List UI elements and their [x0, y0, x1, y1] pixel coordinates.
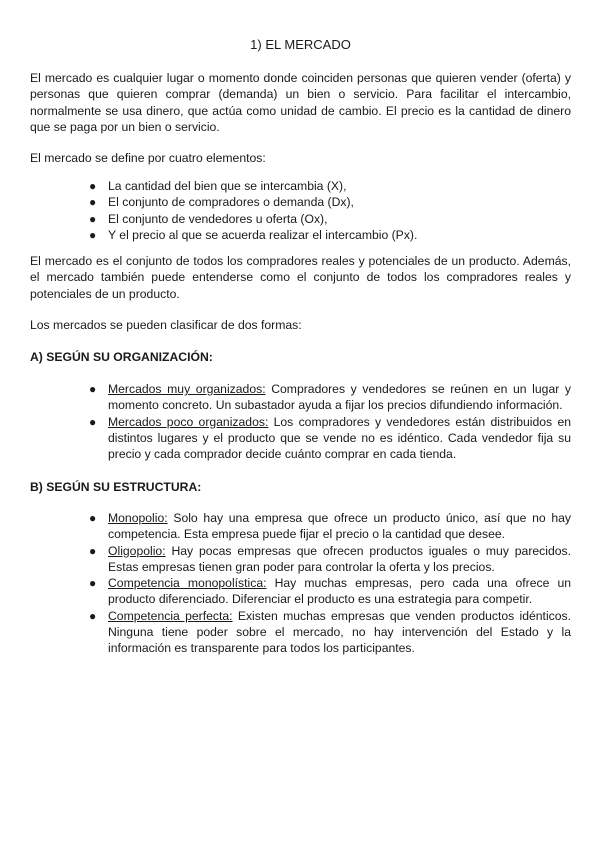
- section-b-list: [30, 510, 571, 657]
- bullet-icon: ●: [89, 227, 97, 242]
- list-item: ● El conjunto de vendedores u oferta (Ox),: [89, 211, 328, 226]
- list-item: ● Monopolio: Solo hay una empresa que ofrece un producto único, así que no hay competencia. Esta empresa puede fijar el precio o la cantidad que desee.: [89, 511, 571, 542]
- list-item: ● Oligopolio: Hay pocas empresas que ofrecen productos iguales o muy parecidos. Estas empresas tienen gran poder para controlar la oferta y los precios.: [89, 543, 571, 574]
- bullet-icon: ●: [89, 576, 97, 591]
- list-item: ● Y el precio al que se acuerda realizar el intercambio (Px).: [89, 227, 418, 242]
- bullet-icon: ●: [89, 195, 97, 210]
- term-label: Mercados muy organizados:: [108, 382, 266, 396]
- bullet-icon: ●: [89, 608, 97, 623]
- classification-intro: Los mercados se pueden clasificar de dos formas:: [30, 318, 302, 332]
- bullet-icon: ●: [89, 179, 97, 193]
- list-item: ● El conjunto de compradores o demanda (Dx),: [89, 195, 354, 210]
- section-a-heading: A) SEGÚN SU ORGANIZACIÓN:: [30, 350, 213, 364]
- definition-paragraph: El mercado es el conjunto de todos los compradores reales y potenciales de un producto. Además, el mercado también puede entenderse como el conjunto de todos los compradores reales y potenciales de un producto.: [30, 254, 571, 301]
- list-item: ● Competencia monopolística: Hay muchas empresas, pero cada una ofrece un producto diferenciado. Diferenciar el producto es una estrategia para competir.: [89, 576, 571, 607]
- bullet-icon: ●: [89, 511, 97, 525]
- bullet-icon: ●: [89, 543, 97, 558]
- section-a-list: [30, 381, 571, 462]
- bullet-icon: ●: [89, 414, 97, 429]
- page-title: 1) EL MERCADO: [250, 37, 351, 52]
- elements-list: [30, 178, 571, 243]
- bullet-icon: ●: [89, 211, 97, 226]
- elements-intro: El mercado se define por cuatro elementos:: [30, 151, 266, 165]
- list-item: ● Mercados poco organizados: Los compradores y vendedores están distribuidos en distintos lugares y el producto que se vende no es idéntico. Cada vendedor fija su precio y cada comprador decide cuánto comprar en cada tienda.: [89, 414, 572, 462]
- term-label: Mercados poco organizados:: [108, 414, 269, 429]
- intro-paragraph: El mercado es cualquier lugar o momento donde coinciden personas que quieren vender (oferta) y personas que quieren comprar (demanda) un bien o servicio. Para facilitar el intercambio, normalmente se usa dinero, que actúa como unidad de cambio. El precio es la cantidad de dinero que se paga por un bien o servicio.: [30, 71, 571, 134]
- bullet-icon: ●: [89, 382, 97, 396]
- term-label: Monopolio:: [108, 511, 168, 525]
- list-item: ● Competencia perfecta: Existen muchas empresas que venden productos idénticos. Ninguna tiene poder sobre el mercado, no hay intervención del Estado y la información es transparente para todos los participantes.: [89, 608, 572, 656]
- term-label: Competencia monopolística:: [108, 576, 267, 591]
- list-item: ● Mercados muy organizados: Compradores y vendedores se reúnen en un lugar y momento concreto. Un subastador ayuda a fijar los precios difundiendo información.: [89, 382, 572, 413]
- list-item: ● La cantidad del bien que se intercambia (X),: [89, 179, 347, 193]
- term-label: Competencia perfecta:: [108, 608, 233, 623]
- section-b-heading: B) SEGÚN SU ESTRUCTURA:: [30, 480, 202, 494]
- term-label: Oligopolio:: [108, 543, 166, 558]
